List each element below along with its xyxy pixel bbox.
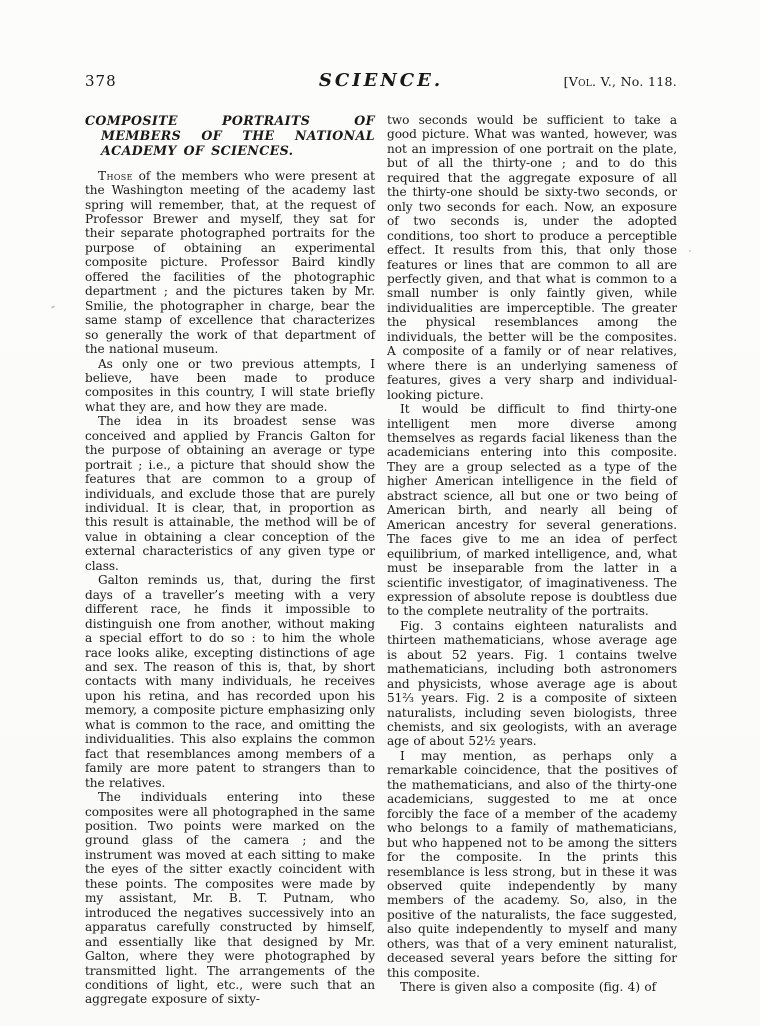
paragraph-intro — [85, 169, 375, 357]
article-body — [85, 113, 677, 1007]
lead-word: Those — [98, 168, 133, 183]
paragraph-fig4: There is given also a composite (fig. 4) of — [400, 980, 657, 995]
journal-title: SCIENCE. — [318, 70, 444, 91]
volume-label: [Vol. — [563, 74, 597, 89]
paragraph-academicians: It would be difficult to find thirty-one intelligent men more diverse among themselves as regards facial likeness than the academicians entering into this composite. They are a group selected as a type of the higher American intelligence in the field of abstract science, all but one or two being of American birth, and nearly all being of American ancestry for several generations. The faces give to me an idea of perfect equilibrium, of marked intelligence, and, what must be inseparable from the latter in a scientific investigator, of imaginativeness. The expression of absolute repose is doubtless due to the complete neutrality of the portraits. — [387, 402, 677, 619]
paragraph-exposure: two seconds would be sufficient to take a good picture. What was wanted, however, was not an impression of one portrait on the plate, but of all the thirty-one ; and to do this required that the aggregate exposure of all the thirty-one should be sixty-two seconds, or only two seconds for each. Now, an exposure of two seconds is, under the adopted conditions, too short to produce a perceptible effect. It results from this, that only those features or lines that are common to all are perfectly given, and that what is common to a small number is only faintly given, while individualities are imperceptible. The greater the physical resemblances among the individuals, the better will be the composites. A composite of a family or of near relatives, where there is an underlying sameness of features, gives a very sharp and individual-looking picture. — [387, 113, 677, 402]
left-column — [85, 113, 375, 1007]
article-title: COMPOSITE PORTRAITS OF MEMBERS OF THE NATIONAL ACADEMY OF SCIENCES. — [85, 113, 375, 159]
right-column — [387, 113, 677, 1007]
issue-number: V., No. 118. — [596, 74, 677, 89]
volume-issue-reference — [564, 74, 677, 89]
paragraph-galton-idea: The idea in its broadest sense was conceived and applied by Francis Galton for the purpose of obtaining an average or type portrait ; i.e., a picture that should show the features that are common to a group of individuals, and exclude those that are purely individual. It is clear, that, in proportion as this result is attainable, the method will be of value in obtaining a clear conception of the external characteristics of any given type or class. — [85, 414, 375, 573]
scan-artifact-right-margin — [689, 250, 691, 252]
paragraph-previous-attempts: As only one or two previous attempts, I believe, have been made to produce composites in this country, I will state briefly what they are, and how they are made. — [85, 356, 375, 414]
paragraph-galton-reminds: Galton reminds us, that, during the first days of a traveller’s meeting with a very different race, he finds it impossible to distinguish one from another, without making a special effort to do so : to him the whole race looks alike, excepting distinctions of age and sex. The reason of this is, that, by short contacts with many individuals, he receives upon his retina, and has recorded upon his memory, a composite picture emphasizing only what is common to the race, and omitting the individualities. This also explains the common fact that resemblances among members of a family are more patent to strangers than to the relatives. — [85, 573, 375, 790]
paragraph-method: The individuals entering into these composites were all photographed in the same position. Two points were marked on the ground glass of the camera ; and the instrument was moved at each sitting to make the eyes of the sitter exactly coincident with these points. The composites were made by my assistant, Mr. B. T. Putnam, who introduced the negatives successively into an apparatus carefully constructed by himself, and essentially like that designed by Mr. Galton, where they were photographed by transmitted light. The arrangements of the conditions of light, etc., were such that an aggregate exposure of sixty- — [85, 790, 375, 1007]
paragraph-figures: Fig. 3 contains eighteen naturalists and thirteen mathematicians, whose average age is about 52 years. Fig. 1 contains twelve mathematicians, including both astronomers and physicists, whose average age is about 51⅔ years. Fig. 2 is a composite of sixteen naturalists, including seven biologists, three chemists, and six geologists, with an average age of about 52½ years. — [387, 618, 677, 749]
scan-artifact-left-margin — [51, 305, 55, 309]
running-head — [85, 70, 677, 94]
page-number: 378 — [85, 72, 117, 90]
paragraph-coincidence: I may mention, as perhaps only a remarkable coincidence, that the positives of the mathematicians, and also of the thirty-one academicians, suggested to me at once forcibly the face of a member of the academy who belongs to a family of mathematicians, but who happened not to be among the sitters for the composite. In the prints this resemblance is less strong, but in these it was observed quite independently by many members of the academy. So, also, in the positive of the naturalists, the face suggested, also quite independently to myself and many others, was that of a very eminent naturalist, deceased several years before the sitting for this composite. — [387, 748, 677, 980]
paragraph-intro-text: of the members who were present at the Washington meeting of the academy last spring will remember, that, at the request of Professor Brewer and myself, they sat for their separate photographed portraits for the purpose of obtaining an experimental composite picture. Professor Baird kindly offered the facilities of the photographic department ; and the pictures taken by Mr. Smilie, the photographer in charge, bear the same stamp of excellence that characterizes so generally the work of that department of the national museum. — [85, 168, 375, 357]
